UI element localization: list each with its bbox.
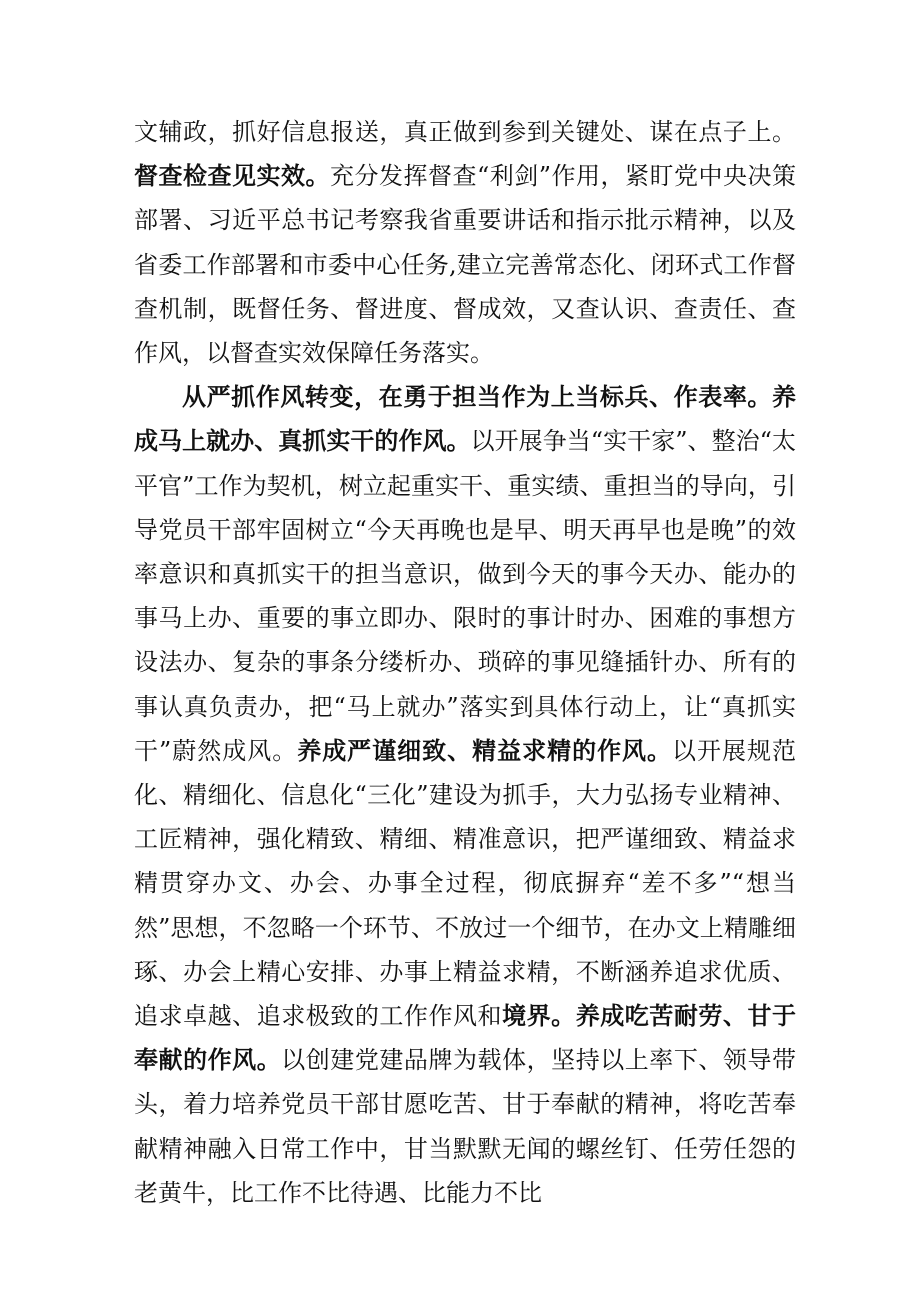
paragraph-text-segment: 文辅政，抓好信息报送，真正做到参到关键处、谋在点子上。 bbox=[134, 118, 796, 146]
paragraph-text-segment: 以开展争当“实干家”、整治“太平官”工作为契机，树立起重实干、重实绩、重担当的导向，引导党员干部牢固树立“今天再晚也是早、明天再早也是晚”的效率意识和真抓实干的担当意识，做到今天的事今天办、能办的事马上办、重要的事立即办、限时的事计时办、困难的事想方设法办、复杂的事条分缕析办、琐碎的事见缝插针办、所有的事认真负责办，把“马上就办”落实到具体行动上，让“真抓实干”蔚然成风。 bbox=[134, 427, 796, 765]
paragraph-work-style bbox=[134, 375, 796, 1215]
bold-heading-work-style: 从严抓作风转变，在勇于担当作为上当标兵、作表率。养成马上就办、真抓实干的作风。 bbox=[134, 382, 796, 456]
paragraph-text-segment: 以开展规范化、精细化、信息化“三化”建设为抓手，大力弘扬专业精神、工匠精神，强化精致、精细、精准意识，把严谨细致、精益求精贯穿办文、办会、办事全过程，彻底摒弃“差不多”“想当然”思想，不忽略一个环节、不放过一个细节，在办文上精雕细琢、办会上精心安排、办事上精益求精，不断涵养追求优质、追求卓越、追求极致的工作作风和 bbox=[134, 736, 797, 1031]
document-body bbox=[134, 110, 796, 1215]
bold-heading-supervision: 督查检查见实效。 bbox=[134, 161, 330, 191]
bold-heading-hardworking: 境界。养成吃苦耐劳、甘于奉献的作风。 bbox=[134, 1001, 797, 1075]
paragraph-supervision bbox=[134, 110, 796, 375]
paragraph-text-segment: 充分发挥督查“利剑”作用，紧盯党中央决策部署、习近平总书记考察我省重要讲话和指示批示精神，以及省委工作部署和市委中心任务,建立完善常态化、闭环式工作督查机制，既督任务、督进度、督成效，又查认识、查责任、查作风，以督查实效保障任务落实。 bbox=[134, 162, 797, 368]
paragraph-text-segment: 以创建党建品牌为载体，坚持以上率下、领导带头，着力培养党员干部甘愿吃苦、甘于奉献的精神，将吃苦奉献精神融入日常工作中，甘当默默无闻的螺丝钉、任劳任怨的老黄牛，比工作不比待遇、比能力不比 bbox=[134, 1046, 797, 1207]
bold-heading-rigorous: 养成严谨细致、精益求精的作风。 bbox=[297, 735, 673, 765]
